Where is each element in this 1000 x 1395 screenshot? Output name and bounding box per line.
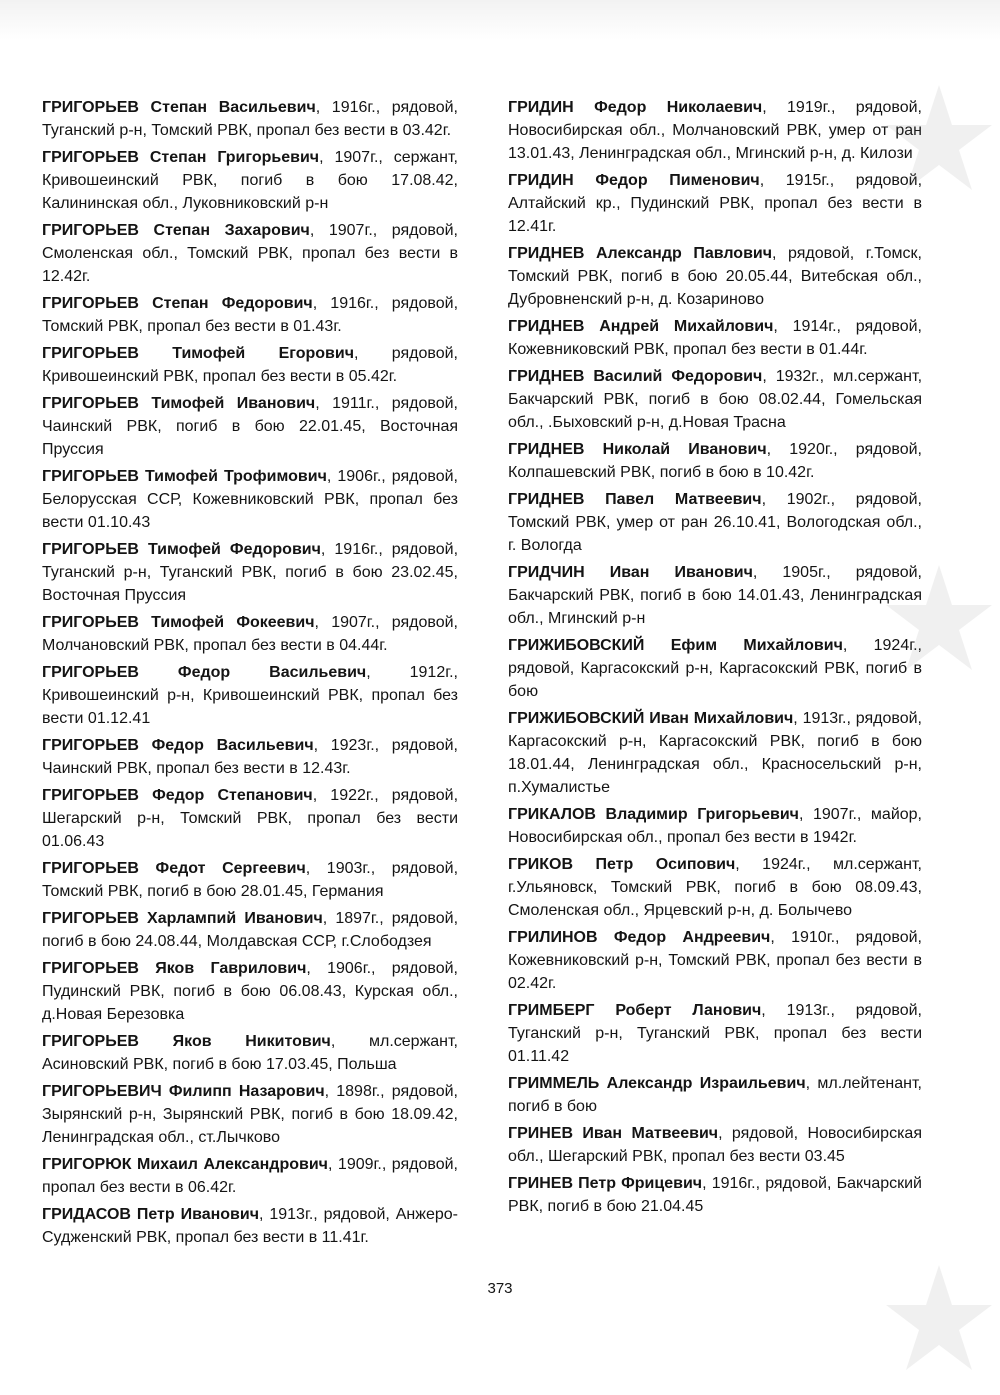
- entry-name: ГРИЖИБОВСКИЙ Ефим Михайлович: [508, 637, 843, 654]
- entry: [508, 1172, 922, 1218]
- entry-name: ГРИГОРЬЕВ Тимофей Иванович: [42, 395, 316, 412]
- entry: [508, 242, 922, 311]
- entry-details: , 1910г., рядовой, Кожевниковский р-н, Томский РВК, пропал без вести в 02.42г.: [508, 929, 922, 992]
- entry: [508, 1122, 922, 1168]
- entry: [508, 803, 922, 849]
- entry-details: , 1915г., рядовой, Алтайский кр., Пудинский РВК, пропал без вести в 12.41г.: [508, 172, 923, 235]
- entry-details: , 1905г., рядовой, Бакчарский РВК, погиб в бою 14.01.43, Ленинградская обл., Мгинский р-н: [508, 564, 922, 627]
- entry: [42, 857, 458, 903]
- entry: [508, 853, 922, 922]
- entry-name: ГРИГОРЬЕВ Федот Сергеевич: [42, 860, 306, 877]
- entry: [508, 634, 922, 703]
- entry-details: , 1898г., рядовой, Зырянский р-н, Зырянский РВК, погиб в бою 18.09.42, Ленинградская обл., ст.Лычково: [42, 1083, 458, 1146]
- entry: [42, 146, 458, 215]
- entry-details: , 1913г., рядовой, Каргасокский р-н, Каргасокский РВК, погиб в бою 18.01.44, Ленинградская обл., Красносельский р-н, п.Хумалистье: [508, 710, 922, 796]
- entry-details: , 1913г., рядовой, Анжеро-Судженский РВК, пропал без вести в 11.41г.: [42, 1206, 458, 1246]
- entry-details: , 1922г., рядовой, Шегарский р-н, Томский РВК, пропал без вести 01.06.43: [42, 787, 459, 850]
- entry-details: , 1916г., рядовой, Туганский р-н, Томский РВК, пропал без вести в 03.42г.: [42, 99, 458, 139]
- entry-name: ГРИГОРЬЕВ Степан Захарович: [42, 222, 310, 239]
- entry-details: , 1907г., сержант, Кривошеинский РВК, погиб в бою 17.08.42, Калининская обл., Луковниковский р-н: [42, 149, 458, 212]
- entry-details: , рядовой, г.Томск, Томский РВК, погиб в бою 20.05.44, Витебская обл., Дубровненский р-н, д. Козариново: [508, 245, 922, 308]
- entry-name: ГРИГОРЬЕВИЧ Филипп Назарович: [42, 1083, 325, 1100]
- entry-name: ГРИГОРЬЕВ Яков Гаврилович: [42, 960, 307, 977]
- watermark-stamp: [884, 1260, 994, 1380]
- entry: [508, 1072, 922, 1118]
- entry: [42, 392, 458, 461]
- entry-name: ГРИДИН Федор Николаевич: [508, 99, 763, 116]
- entry-details: , 1909г., рядовой, пропал без вести в 06.42г.: [42, 1156, 458, 1196]
- entry: [508, 169, 922, 238]
- entry: [508, 707, 922, 799]
- entry-details: , 1919г., рядовой, Новосибирская обл., Молчановский РВК, умер от ран 13.01.43, Ленинградская обл., Мгинский р-н, д. Килози: [508, 99, 922, 162]
- entry: [508, 96, 922, 165]
- entry: [508, 315, 922, 361]
- right-column: [508, 96, 922, 1222]
- entry-name: ГРИКОВ Петр Осипович: [508, 856, 736, 873]
- entry: [42, 661, 458, 730]
- entry: [42, 219, 458, 288]
- entry-name: ГРИГОРЬЕВ Тимофей Федорович: [42, 541, 321, 558]
- entry: [508, 365, 922, 434]
- entry: [42, 465, 458, 534]
- entry-name: ГРИНЕВ Иван Матвеевич: [508, 1125, 719, 1142]
- entry: [42, 1153, 458, 1199]
- entry-name: ГРИГОРЬЕВ Яков Никитович: [42, 1033, 331, 1050]
- page-number: 373: [487, 1280, 513, 1297]
- entry-details: , 1907г., рядовой, Смоленская обл., Томский РВК, пропал без вести в 12.42г.: [42, 222, 458, 285]
- entry-details: , 1903г., рядовой, Томский РВК, погиб в бою 28.01.45, Германия: [42, 860, 459, 900]
- entry-details: , 1906г., рядовой, Пудинский РВК, погиб в бою 06.08.43, Курская обл., д.Новая Березовка: [42, 960, 458, 1023]
- entry-name: ГРИКАЛОВ Владимир Григорьевич: [508, 806, 799, 823]
- entry: [42, 611, 458, 657]
- watermark-stamp: [884, 560, 994, 680]
- entry: [42, 1080, 458, 1149]
- entry-name: ГРИГОРЬЕВ Федор Степанович: [42, 787, 313, 804]
- entry-name: ГРИДНЕВ Павел Матвеевич: [508, 491, 762, 508]
- entry: [42, 784, 458, 853]
- left-column: [42, 96, 458, 1253]
- entry-name: ГРИДНЕВ Андрей Михайлович: [508, 318, 774, 335]
- entry: [508, 488, 922, 557]
- entry-name: ГРИДНЕВ Василий Федорович: [508, 368, 763, 385]
- entry-details: , 1897г., рядовой, погиб в бою 24.08.44, Молдавская ССР, г.Слободзея: [42, 910, 459, 950]
- entry-details: , 1911г., рядовой, Чаинский РВК, погиб в бою 22.01.45, Восточная Пруссия: [42, 395, 458, 458]
- entry-details: , 1906г., рядовой, Белорусская ССР, Кожевниковский РВК, пропал без вести 01.10.43: [42, 468, 458, 531]
- entry: [42, 907, 458, 953]
- entry: [42, 538, 458, 607]
- entry-details: , 1902г., рядовой, Томский РВК, умер от ран 26.10.41, Вологодская обл., г. Вологда: [508, 491, 922, 554]
- entry: [508, 561, 922, 630]
- entry-details: , 1924г., мл.сержант, г.Ульяновск, Томский РВК, погиб в бою 08.09.43, Смоленская обл., Ярцевский р-н, д. Болычево: [508, 856, 922, 919]
- entry-details: , мл.сержант, Асиновский РВК, погиб в бою 17.03.45, Польша: [42, 1033, 458, 1073]
- entry-name: ГРИДИН Федор Пименович: [508, 172, 760, 189]
- entry-details: , 1914г., рядовой, Кожевниковский РВК, пропал без вести в 01.44г.: [508, 318, 922, 358]
- entry-details: , 1916г., рядовой, Туганский р-н, Туганский РВК, погиб в бою 23.02.45, Восточная Пруссия: [42, 541, 459, 604]
- entry-name: ГРИДЧИН Иван Иванович: [508, 564, 753, 581]
- entry-name: ГРИГОРЬЕВ Тимофей Фокеевич: [42, 614, 315, 631]
- entry-details: , 1924г., рядовой, Каргасокский р-н, Каргасокский РВК, погиб в бою: [508, 637, 922, 700]
- entry-details: , 1932г., мл.сержант, Бакчарский РВК, погиб в бою 08.02.44, Гомельская обл., .Быховский р-н, д.Новая Трасна: [508, 368, 923, 431]
- entry-name: ГРИММЕЛЬ Александр Израильевич: [508, 1075, 806, 1092]
- entry-details: , 1923г., рядовой, Чаинский РВК, пропал без вести в 12.43г.: [42, 737, 458, 777]
- entry-name: ГРИГОРЮК Михаил Александрович: [42, 1156, 328, 1173]
- entry-details: , 1907г., рядовой, Молчановский РВК, пропал без вести в 04.44г.: [42, 614, 458, 654]
- entry-name: ГРИГОРЬЕВ Тимофей Егорович: [42, 345, 354, 362]
- star-icon: [884, 80, 994, 200]
- entry-name: ГРИГОРЬЕВ Степан Федорович: [42, 295, 313, 312]
- entry-name: ГРИГОРЬЕВ Федор Васильевич: [42, 664, 367, 681]
- entry-details: , рядовой, Кривошеинский РВК, пропал без вести в 05.42г.: [42, 345, 458, 385]
- entry: [42, 1030, 458, 1076]
- entry-name: ГРИЖИБОВСКИЙ Иван Михайлович: [508, 710, 794, 727]
- entry-name: ГРИНЕВ Петр Фрицевич: [508, 1175, 703, 1192]
- entry: [42, 734, 458, 780]
- entry: [508, 999, 922, 1068]
- watermark-stamp: [884, 80, 994, 200]
- entry-details: , 1920г., рядовой, Колпашевский РВК, погиб в бою в 10.42г.: [508, 441, 922, 481]
- entry: [42, 292, 458, 338]
- star-icon: [884, 1260, 994, 1380]
- entry-name: ГРИДАСОВ Петр Иванович: [42, 1206, 259, 1223]
- entry: [508, 926, 922, 995]
- entry-name: ГРИЛИНОВ Федор Андреевич: [508, 929, 771, 946]
- entry-details: , 1907г., майор, Новосибирская обл., пропал без вести в 1942г.: [508, 806, 922, 846]
- entry-name: ГРИМБЕРГ Роберт Ланович: [508, 1002, 762, 1019]
- previous-page-bleed: [0, 0, 1000, 40]
- entry-details: , мл.лейтенант, погиб в бою: [508, 1075, 922, 1115]
- entry-name: ГРИГОРЬЕВ Степан Васильевич: [42, 99, 316, 116]
- entry-details: , 1916г., рядовой, Томский РВК, пропал без вести в 01.43г.: [42, 295, 459, 335]
- entry-details: , 1916г., рядовой, Бакчарский РВК, погиб в бою 21.04.45: [508, 1175, 922, 1215]
- entry-details: , 1912г., Кривошеинский р-н, Кривошеинский РВК, пропал без вести 01.12.41: [42, 664, 458, 727]
- entry-name: ГРИГОРЬЕВ Харлампий Иванович: [42, 910, 323, 927]
- entry: [42, 1203, 458, 1249]
- entry: [42, 96, 458, 142]
- entry: [42, 342, 458, 388]
- entry-details: , 1913г., рядовой, Туганский р-н, Туганский РВК, пропал без вести 01.11.42: [508, 1002, 922, 1065]
- star-icon: [884, 560, 994, 680]
- entry: [42, 957, 458, 1026]
- entry-name: ГРИГОРЬЕВ Степан Григорьевич: [42, 149, 320, 166]
- entry-name: ГРИДНЕВ Александр Павлович: [508, 245, 773, 262]
- entry: [508, 438, 922, 484]
- entry-name: ГРИГОРЬЕВ Федор Васильевич: [42, 737, 314, 754]
- entry-name: ГРИГОРЬЕВ Тимофей Трофимович: [42, 468, 327, 485]
- entry-name: ГРИДНЕВ Николай Иванович: [508, 441, 767, 458]
- entry-details: , рядовой, Новосибирская обл., Шегарский РВК, пропал без вести 03.45: [508, 1125, 922, 1165]
